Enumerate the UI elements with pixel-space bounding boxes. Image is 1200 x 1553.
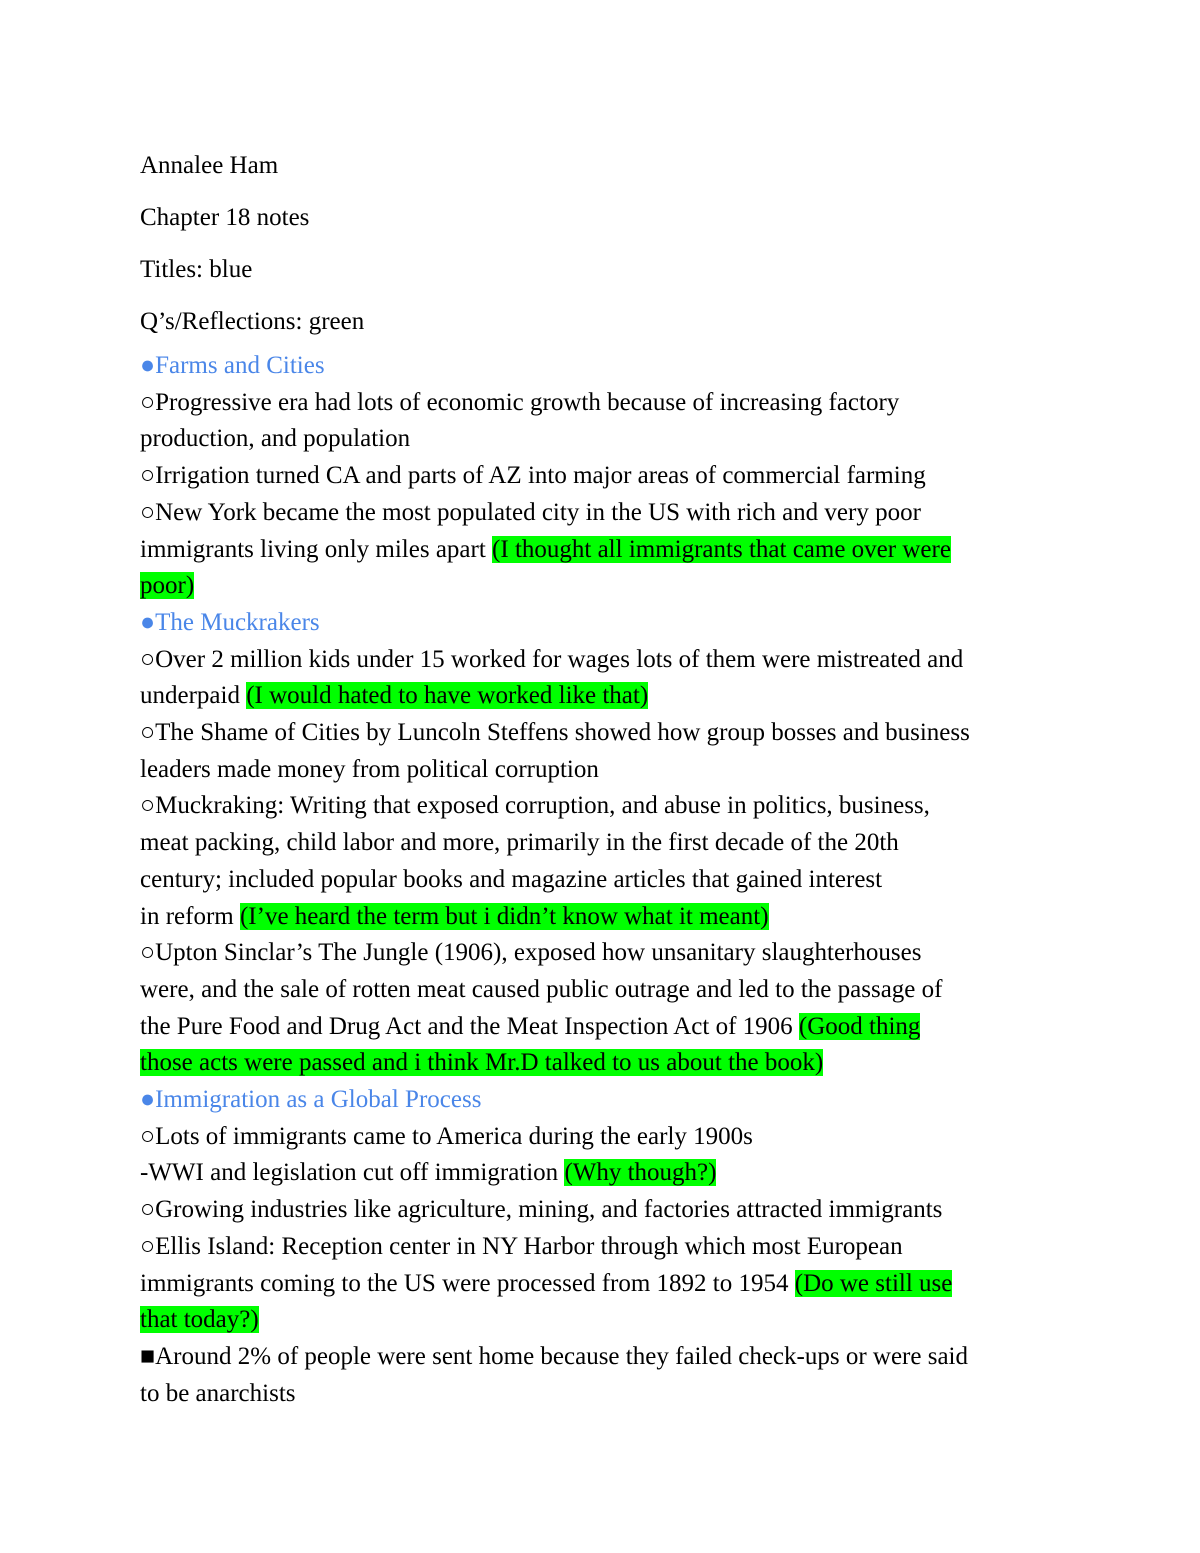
note-line: underpaid (I would hated to have worked like that) [140,682,649,710]
section-title-farms-and-cities: ●Farms and Cities [140,352,325,379]
chapter-title: Chapter 18 notes [140,204,310,231]
note-line: ■Around 2% of people were sent home because they failed check-ups or were said [140,1342,968,1370]
point-bullet-icon: ○ [140,1122,156,1150]
section-bullet-icon: ● [140,608,156,636]
note-line: ○Growing industries like agriculture, mining, and factories attracted immigrants [140,1196,943,1224]
author-name: Annalee Ham [140,152,279,179]
reflection-highlight: those acts were passed and i think Mr.D talked to us about the book) [140,1049,824,1077]
note-line: century; included popular books and magazine articles that gained interest [140,865,883,893]
legend-titles: Titles: blue [140,256,253,283]
note-line: meat packing, child labor and more, primarily in the first decade of the 20th [140,829,899,857]
reflection-highlight: (Why though?) [564,1159,717,1187]
reflection-highlight: that today?) [140,1306,259,1334]
note-line: immigrants coming to the US were processed from 1892 to 1954 (Do we still use [140,1269,953,1297]
note-line: ○Upton Sinclar’s The Jungle (1906), exposed how unsanitary slaughterhouses [140,939,922,967]
point-bullet-icon: ○ [140,1232,156,1260]
reflection-highlight: (Good thing [798,1012,921,1040]
section-title-the-muckrakers: ●The Muckrakers [140,608,320,636]
point-bullet-icon: ○ [140,498,156,526]
point-bullet-icon: ○ [140,719,156,747]
note-line [140,1302,1070,1339]
note-line: ○New York became the most populated city in the US with rich and very poor [140,498,921,526]
note-line: were, and the sale of rotten meat caused public outrage and led to the passage of [140,975,943,1003]
reflection-highlight: (I would hated to have worked like that) [246,682,649,710]
point-bullet-icon: ○ [140,462,156,490]
note-line: to be anarchists [140,1379,296,1407]
note-line: ○The Shame of Cities by Luncoln Steffens showed how group bosses and business [140,719,970,747]
point-bullet-icon: ○ [140,1196,156,1224]
dash-bullet-icon: - [140,1159,149,1187]
note-line: the Pure Food and Drug Act and the Meat Inspection Act of 1906 (Good thing [140,1012,921,1040]
note-line: ○Ellis Island: Reception center in NY Harbor through which most European [140,1232,903,1260]
note-line: immigrants living only miles apart (I thought all immigrants that came over were [140,535,951,563]
note-line: leaders made money from political corruption [140,755,599,783]
note-line [140,568,1070,605]
point-bullet-icon: ○ [140,388,156,416]
note-line: ○Lots of immigrants came to America during the early 1900s [140,1122,753,1150]
section-title-immigration: ●Immigration as a Global Process [140,1086,482,1114]
note-line: ○Over 2 million kids under 15 worked for wages lots of them were mistreated and [140,645,964,673]
point-bullet-icon: ○ [140,645,156,673]
square-bullet-icon: ■ [140,1342,156,1370]
point-bullet-icon: ○ [140,792,156,820]
legend-reflections: Q’s/Reflections: green [140,308,365,335]
note-line: ○Progressive era had lots of economic growth because of increasing factory [140,388,900,416]
note-line [140,1045,1070,1082]
reflection-highlight: (Do we still use [794,1269,953,1297]
reflection-highlight: poor) [140,572,195,600]
note-line: ○Irrigation turned CA and parts of AZ into major areas of commercial farming [140,462,926,490]
point-bullet-icon: ○ [140,939,156,967]
section-bullet-icon: ● [140,352,156,379]
note-line: ○Muckraking: Writing that exposed corruption, and abuse in politics, business, [140,792,930,820]
note-line: production, and population [140,425,411,453]
note-line: in reform (I’ve heard the term but i didn’t know what it meant) [140,902,769,930]
reflection-highlight: (I thought all immigrants that came over were [492,535,951,563]
reflection-highlight: (I’ve heard the term but i didn’t know what it meant) [239,902,769,930]
note-line: -WWI and legislation cut off immigration (Why though?) [140,1159,717,1187]
section-bullet-icon: ● [140,1086,156,1114]
document-body [140,140,1070,1412]
